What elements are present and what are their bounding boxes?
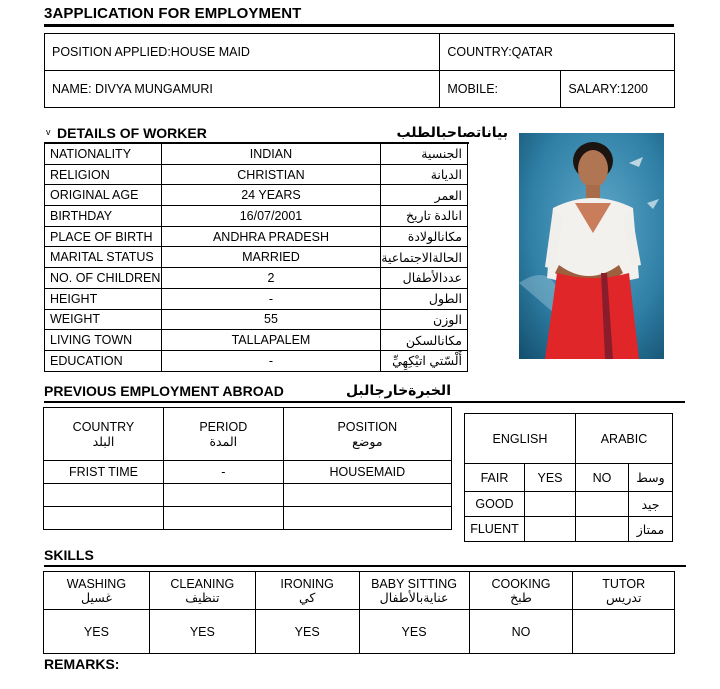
- details-label-ar: العمر: [381, 185, 468, 206]
- previous-cell: -: [163, 461, 283, 484]
- details-marker: v: [46, 127, 51, 137]
- language-arabic-value: [576, 492, 629, 517]
- previous-row: [44, 461, 452, 484]
- details-label-ar: عددالأطفال: [381, 268, 468, 289]
- form-title: 3APPLICATION FOR EMPLOYMENT: [44, 5, 302, 22]
- previous-cell: [163, 507, 283, 530]
- skill-name-ar: تدريس: [605, 590, 642, 605]
- language-arabic-value: [576, 517, 629, 542]
- details-row: [45, 164, 468, 185]
- details-label-ar: الجنسية: [381, 144, 468, 165]
- language-row: [465, 492, 673, 517]
- previous-cell: [163, 484, 283, 507]
- details-label: BIRTHDAY: [45, 206, 162, 227]
- details-label: MARITAL STATUS: [45, 247, 162, 268]
- english-header: ENGLISH: [465, 414, 576, 464]
- details-label-ar: مكانالولادة: [381, 226, 468, 247]
- details-value: TALLAPALEM: [161, 330, 381, 351]
- previous-header-position: [283, 408, 451, 461]
- arabic-header: ARABIC: [576, 414, 673, 464]
- language-english-value: YES: [525, 464, 576, 492]
- language-level-label-ar: جيد: [629, 492, 673, 517]
- details-label: RELIGION: [45, 164, 162, 185]
- details-value: ANDHRA PRADESH: [161, 226, 381, 247]
- header-info-table: [44, 33, 675, 108]
- skill-value: YES: [359, 610, 469, 654]
- details-row: [45, 288, 468, 309]
- skill-name-ar: عنايةبالأطفال: [379, 590, 449, 605]
- skill-header-ironing: [255, 572, 359, 610]
- details-row: [45, 309, 468, 330]
- previous-cell: [44, 507, 164, 530]
- skill-name: BABY SITTING: [371, 576, 457, 591]
- previous-cell: FRIST TIME: [44, 461, 164, 484]
- language-arabic-value: NO: [576, 464, 629, 492]
- details-row: [45, 144, 468, 165]
- remarks-label: REMARKS:: [44, 656, 120, 672]
- position-applied-cell: POSITION APPLIED:HOUSE MAID: [45, 34, 440, 71]
- details-label-ar: الطول: [381, 288, 468, 309]
- previous-cell: [44, 484, 164, 507]
- previous-employment-title: PREVIOUS EMPLOYMENT ABROAD: [44, 383, 284, 399]
- previous-cell: [283, 484, 451, 507]
- details-label-ar: الوزن: [381, 309, 468, 330]
- skill-value: [573, 610, 675, 654]
- details-label-ar: الحالةالاجتماعية: [381, 247, 468, 268]
- skill-name: CLEANING: [170, 576, 235, 591]
- skill-value: YES: [149, 610, 255, 654]
- details-value: 2: [161, 268, 381, 289]
- salary-cell: SALARY:1200: [561, 71, 675, 108]
- previous-header-period: [163, 408, 283, 461]
- details-row: [45, 185, 468, 206]
- previous-header-label: POSITION: [337, 419, 398, 434]
- skill-name-ar: تنظيف: [185, 590, 220, 605]
- previous-row: [44, 507, 452, 530]
- skill-header-baby-sitting: [359, 572, 469, 610]
- details-label: ORIGINAL AGE: [45, 185, 162, 206]
- details-title-ar: بياناتصاحبالطلب: [396, 124, 508, 140]
- details-value: 55: [161, 309, 381, 330]
- skill-value: NO: [469, 610, 573, 654]
- title-underline: [44, 24, 674, 27]
- skill-name-ar: غسيل: [80, 590, 112, 605]
- skills-table: [43, 571, 675, 654]
- details-label-ar: مكانالسكن: [381, 330, 468, 351]
- languages-table: [464, 413, 673, 542]
- skill-value: YES: [255, 610, 359, 654]
- previous-employment-title-ar: الخبرةخارجالبل: [345, 382, 451, 398]
- previous-cell: [283, 507, 451, 530]
- country-cell: COUNTRY:QATAR: [440, 34, 675, 71]
- language-level-label-ar: وسط: [629, 464, 673, 492]
- name-cell: NAME: DIVYA MUNGAMURI: [45, 71, 440, 108]
- language-english-value: [525, 517, 576, 542]
- skill-value: YES: [44, 610, 150, 654]
- details-value: -: [161, 288, 381, 309]
- details-label-ar: أَلْسّتي اتيْكِهِيِّ: [381, 350, 468, 371]
- previous-header-label-ar: موضع: [352, 434, 383, 449]
- details-table: [44, 143, 468, 372]
- language-level-label: GOOD: [465, 492, 525, 517]
- details-value: -: [161, 350, 381, 371]
- language-level-label-ar: ممتاز: [629, 517, 673, 542]
- previous-header-country: [44, 408, 164, 461]
- skill-header-cleaning: [149, 572, 255, 610]
- details-value: INDIAN: [161, 144, 381, 165]
- previous-header-label-ar: المدة: [209, 434, 238, 449]
- previous-employment-table: [43, 407, 452, 530]
- details-label: LIVING TOWN: [45, 330, 162, 351]
- skills-underline: [44, 565, 686, 567]
- previous-header-label-ar: البلد: [92, 434, 115, 449]
- previous-header-label: COUNTRY: [72, 419, 135, 434]
- language-row: [465, 517, 673, 542]
- skill-header-cooking: [469, 572, 573, 610]
- skill-header-washing: [44, 572, 150, 610]
- details-row: [45, 247, 468, 268]
- worker-photo-image: [519, 133, 664, 359]
- language-row: [465, 464, 673, 492]
- skill-name: COOKING: [491, 576, 551, 591]
- details-label: WEIGHT: [45, 309, 162, 330]
- language-english-value: [525, 492, 576, 517]
- skills-title: SKILLS: [44, 547, 94, 563]
- details-label-ar: الديانة: [381, 164, 468, 185]
- mobile-cell: MOBILE:: [440, 71, 561, 108]
- details-row: [45, 330, 468, 351]
- details-label: EDUCATION: [45, 350, 162, 371]
- details-label-ar: انالدة تاريخ: [381, 206, 468, 227]
- previous-row: [44, 484, 452, 507]
- previous-header-label: PERIOD: [199, 419, 248, 434]
- details-value: MARRIED: [161, 247, 381, 268]
- skill-header-tutor: [573, 572, 675, 610]
- skill-name: WASHING: [66, 576, 127, 591]
- skill-name-ar: طبخ: [510, 590, 532, 605]
- details-row: [45, 206, 468, 227]
- details-row: [45, 226, 468, 247]
- details-label: HEIGHT: [45, 288, 162, 309]
- details-value: CHRISTIAN: [161, 164, 381, 185]
- skill-name: TUTOR: [602, 576, 646, 591]
- details-value: 16/07/2001: [161, 206, 381, 227]
- skill-name: IRONING: [280, 576, 334, 591]
- details-label: NATIONALITY: [45, 144, 162, 165]
- previous-underline: [44, 401, 685, 403]
- worker-photo: [519, 133, 664, 359]
- details-label: NO. OF CHILDREN: [45, 268, 162, 289]
- language-level-label: FLUENT: [465, 517, 525, 542]
- details-value: 24 YEARS: [161, 185, 381, 206]
- previous-cell: HOUSEMAID: [283, 461, 451, 484]
- skill-name-ar: كي: [298, 590, 316, 605]
- details-row: [45, 350, 468, 371]
- language-level-label: FAIR: [465, 464, 525, 492]
- details-row: [45, 268, 468, 289]
- details-label: PLACE OF BIRTH: [45, 226, 162, 247]
- details-title: DETAILS OF WORKER: [57, 125, 207, 141]
